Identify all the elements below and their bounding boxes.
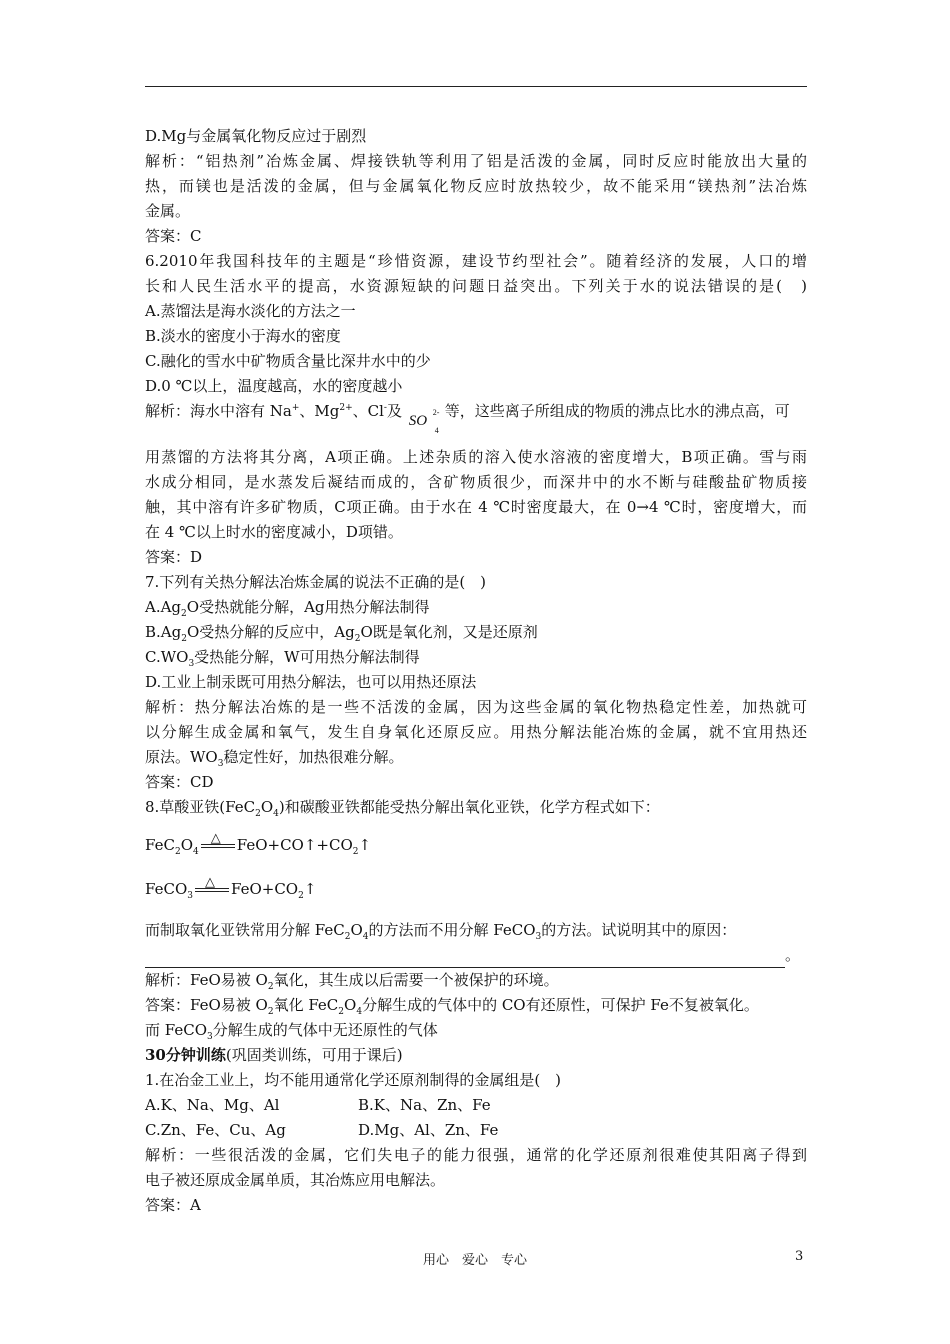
question-7: 7.下列有关热分解法冶炼金属的说法不正确的是( ) [145, 573, 487, 591]
options-row [145, 1093, 807, 1118]
subscript: 2 [344, 932, 351, 942]
subscript: 4 [193, 847, 199, 857]
text-line: 热，而镁也是活泼的金属，但与金属氧化物反应时放热较少，故不能采用“镁热剂”法冶炼 [145, 177, 807, 195]
subscript: 3 [187, 891, 193, 901]
text: 稳定性好，加热很难分解。 [223, 748, 404, 766]
option-d: D.工业上制汞既可用热分解法，也可以用热还原法 [145, 673, 477, 691]
text: 氧化，其生成以后需要一个被保护的环境。 [273, 971, 559, 989]
text: 而 FeCO [145, 1021, 208, 1039]
text-line: 解析：一些很活泼的金属，它们失电子的能力很强，通常的化学还原剂很难使其阳离子得到 [145, 1146, 807, 1164]
text: 、Mg [299, 402, 340, 420]
option-c [145, 645, 807, 670]
answer-line: 答案：A [145, 1196, 201, 1214]
equation-1 [145, 830, 807, 855]
text: O受热就能分解，Ag用热分解法制得 [186, 598, 430, 616]
option-d: D.0 ℃以上，温度越高，水的密度越小 [145, 377, 403, 395]
text-line [145, 1018, 807, 1043]
text: FeO+CO [230, 880, 299, 898]
heat-condition-icon [193, 874, 231, 896]
text-line: 电子被还原成金属单质，其冶炼应用电解法。 [145, 1171, 446, 1189]
option-a: A.蒸馏法是海水淡化的方法之一 [145, 302, 356, 320]
text: ↑ [303, 880, 317, 898]
text: FeCO [145, 880, 188, 898]
footer-motto: 用心 爱心 专心 [422, 1253, 527, 1268]
text: )和碳酸亚铁都能受热分解出氧化亚铁，化学方程式如下： [278, 798, 660, 816]
subscript: 2 [338, 1007, 345, 1017]
option-c: C.Zn、Fe、Cu、Ag [145, 1121, 286, 1139]
text: 分解生成的气体中的 CO有还原性，可保护 Fe不复被氧化。 [362, 996, 759, 1014]
text-line: 以分解生成金属和氧气，发生自身氧化还原反应。用热分解法能冶炼的金属，就不宜用热还 [145, 723, 807, 741]
heat-condition-icon [199, 830, 237, 852]
text: 原法。WO [145, 748, 218, 766]
section-heading [145, 1043, 807, 1068]
text: FeC [145, 836, 175, 854]
text: A.Ag [145, 598, 182, 616]
text: O既是氧化剂，又是还原剂 [360, 623, 538, 641]
question-1: 1.在冶金工业上，均不能用通常化学还原剂制得的金属组是( ) [145, 1071, 562, 1089]
text: FeO+CO↑+CO [236, 836, 353, 854]
text: O [260, 798, 274, 816]
subscript: 4 [362, 932, 369, 942]
sulfate-formula [407, 405, 445, 435]
delta-symbol: △ [204, 875, 215, 890]
subscript: 2 [267, 1007, 274, 1017]
text: C.WO [145, 648, 189, 666]
delta-symbol: △ [210, 831, 221, 846]
option-b [145, 620, 807, 645]
ion-line [145, 399, 807, 445]
section-note: (巩固类训练，可用于课后) [225, 1046, 403, 1064]
text-line [145, 745, 807, 770]
subscript: 4 [356, 1007, 363, 1017]
text-line: 长和人民生活水平的提高，水资源短缺的问题日益突出。下列关于水的说法错误的是( ) [145, 277, 807, 295]
subscript: 2 [298, 891, 304, 901]
answer-line: 答案：CD [145, 773, 214, 791]
text: 等，这些离子所组成的物质的沸点比水的沸点高，可 [444, 402, 790, 420]
header-rule [145, 86, 807, 87]
formula-charge: 2- [432, 408, 440, 417]
text-line [145, 918, 807, 943]
option-d: D.Mg、Al、Zn、Fe [358, 1121, 499, 1139]
answer-blank [145, 943, 807, 968]
text: 氧化 FeC [273, 996, 339, 1014]
subscript: 3 [207, 1032, 213, 1042]
text: 的方法而不用分解 FeCO [368, 921, 536, 939]
text-line: 水成分相同，是水蒸发后凝结而成的，含矿物质很少，而深井中的水不断与硅酸盐矿物质接 [145, 473, 807, 491]
subscript: 2 [354, 634, 361, 644]
subscript: 2 [352, 847, 359, 857]
text-line: 用蒸馏的方法将其分离，A项正确。上述杂质的溶入使水溶液的密度增大，B项正确。雪与雨 [145, 448, 807, 466]
text-line: 解析：“铝热剂”冶炼金属、焊接铁轨等利用了铝是活泼的金属，同时反应时能放出大量的 [145, 152, 807, 170]
text: ↑ [358, 836, 372, 854]
formula-subscript: 4 [434, 426, 439, 435]
option-c: C.融化的雪水中矿物质含量比深井水中的少 [145, 352, 431, 370]
subscript: 2 [174, 847, 181, 857]
blank-underline [145, 953, 785, 968]
answer-line: 答案：D [145, 548, 203, 566]
text: O受热分解的反应中，Ag [186, 623, 355, 641]
text: 。 [785, 946, 801, 964]
document-body [145, 124, 807, 1218]
text: O [344, 996, 357, 1014]
text: 8.草酸亚铁(FeC [145, 798, 256, 816]
text-line: D.Mg与金属氧化物反应过于剧烈 [145, 127, 367, 145]
question-6: 6.2010年我国科技年的主题是“珍惜资源，建设节约型社会”。随着经济的发展，人口的增 [145, 252, 807, 270]
subscript: 4 [273, 809, 279, 819]
subscript: 2 [181, 609, 187, 619]
text: 及 [386, 402, 402, 420]
text: O [350, 921, 363, 939]
text: 解析：海水中溶有 Na [145, 402, 292, 420]
answer-line: 答案：C [145, 227, 202, 245]
text-line: 解析：热分解法冶炼的是一些不活泼的金属，因为这些金属的氧化物热稳定性差，加热就可 [145, 698, 807, 716]
option-a: A.K、Na、Mg、Al [145, 1096, 280, 1114]
charge: - [383, 403, 387, 413]
text: 受热能分解，W可用热分解法制得 [194, 648, 420, 666]
text: 的方法。试说明其中的原因： [541, 921, 737, 939]
text-line: 金属。 [145, 202, 191, 220]
option-a [145, 595, 807, 620]
text: O [180, 836, 193, 854]
option-b: B.K、Na、Zn、Fe [358, 1096, 491, 1114]
text: 、Cl [352, 402, 384, 420]
page-number: 3 [795, 1249, 804, 1264]
text-line: 在 4 ℃以上时水的密度减小，D项错。 [145, 523, 403, 541]
question-8 [145, 795, 807, 820]
charge: 2+ [339, 403, 353, 413]
text: B.Ag [145, 623, 182, 641]
subscript: 2 [267, 982, 274, 992]
subscript: 2 [181, 634, 187, 644]
text-line: 触，其中溶有许多矿物质，C项正确。由于水在 4 ℃时密度最大，在 0→4 ℃时，密度增大，而 [145, 498, 807, 516]
charge: + [291, 403, 300, 413]
subscript: 3 [535, 932, 542, 942]
text: 分解生成的气体中无还原性的气体 [212, 1021, 438, 1039]
text: 答案：FeO易被 O [145, 996, 268, 1014]
option-b: B.淡水的密度小于海水的密度 [145, 327, 341, 345]
subscript: 2 [255, 809, 261, 819]
section-title: 30分钟训练 [145, 1046, 226, 1064]
formula-base: SO [408, 413, 428, 429]
text: 解析：FeO易被 O [145, 971, 268, 989]
subscript: 3 [217, 759, 224, 769]
text: 而制取氧化亚铁常用分解 FeC [145, 921, 345, 939]
subscript: 3 [188, 659, 195, 669]
answer-line [145, 993, 807, 1018]
options-row [145, 1118, 807, 1143]
text-line [145, 968, 807, 993]
equation-2 [145, 874, 807, 899]
